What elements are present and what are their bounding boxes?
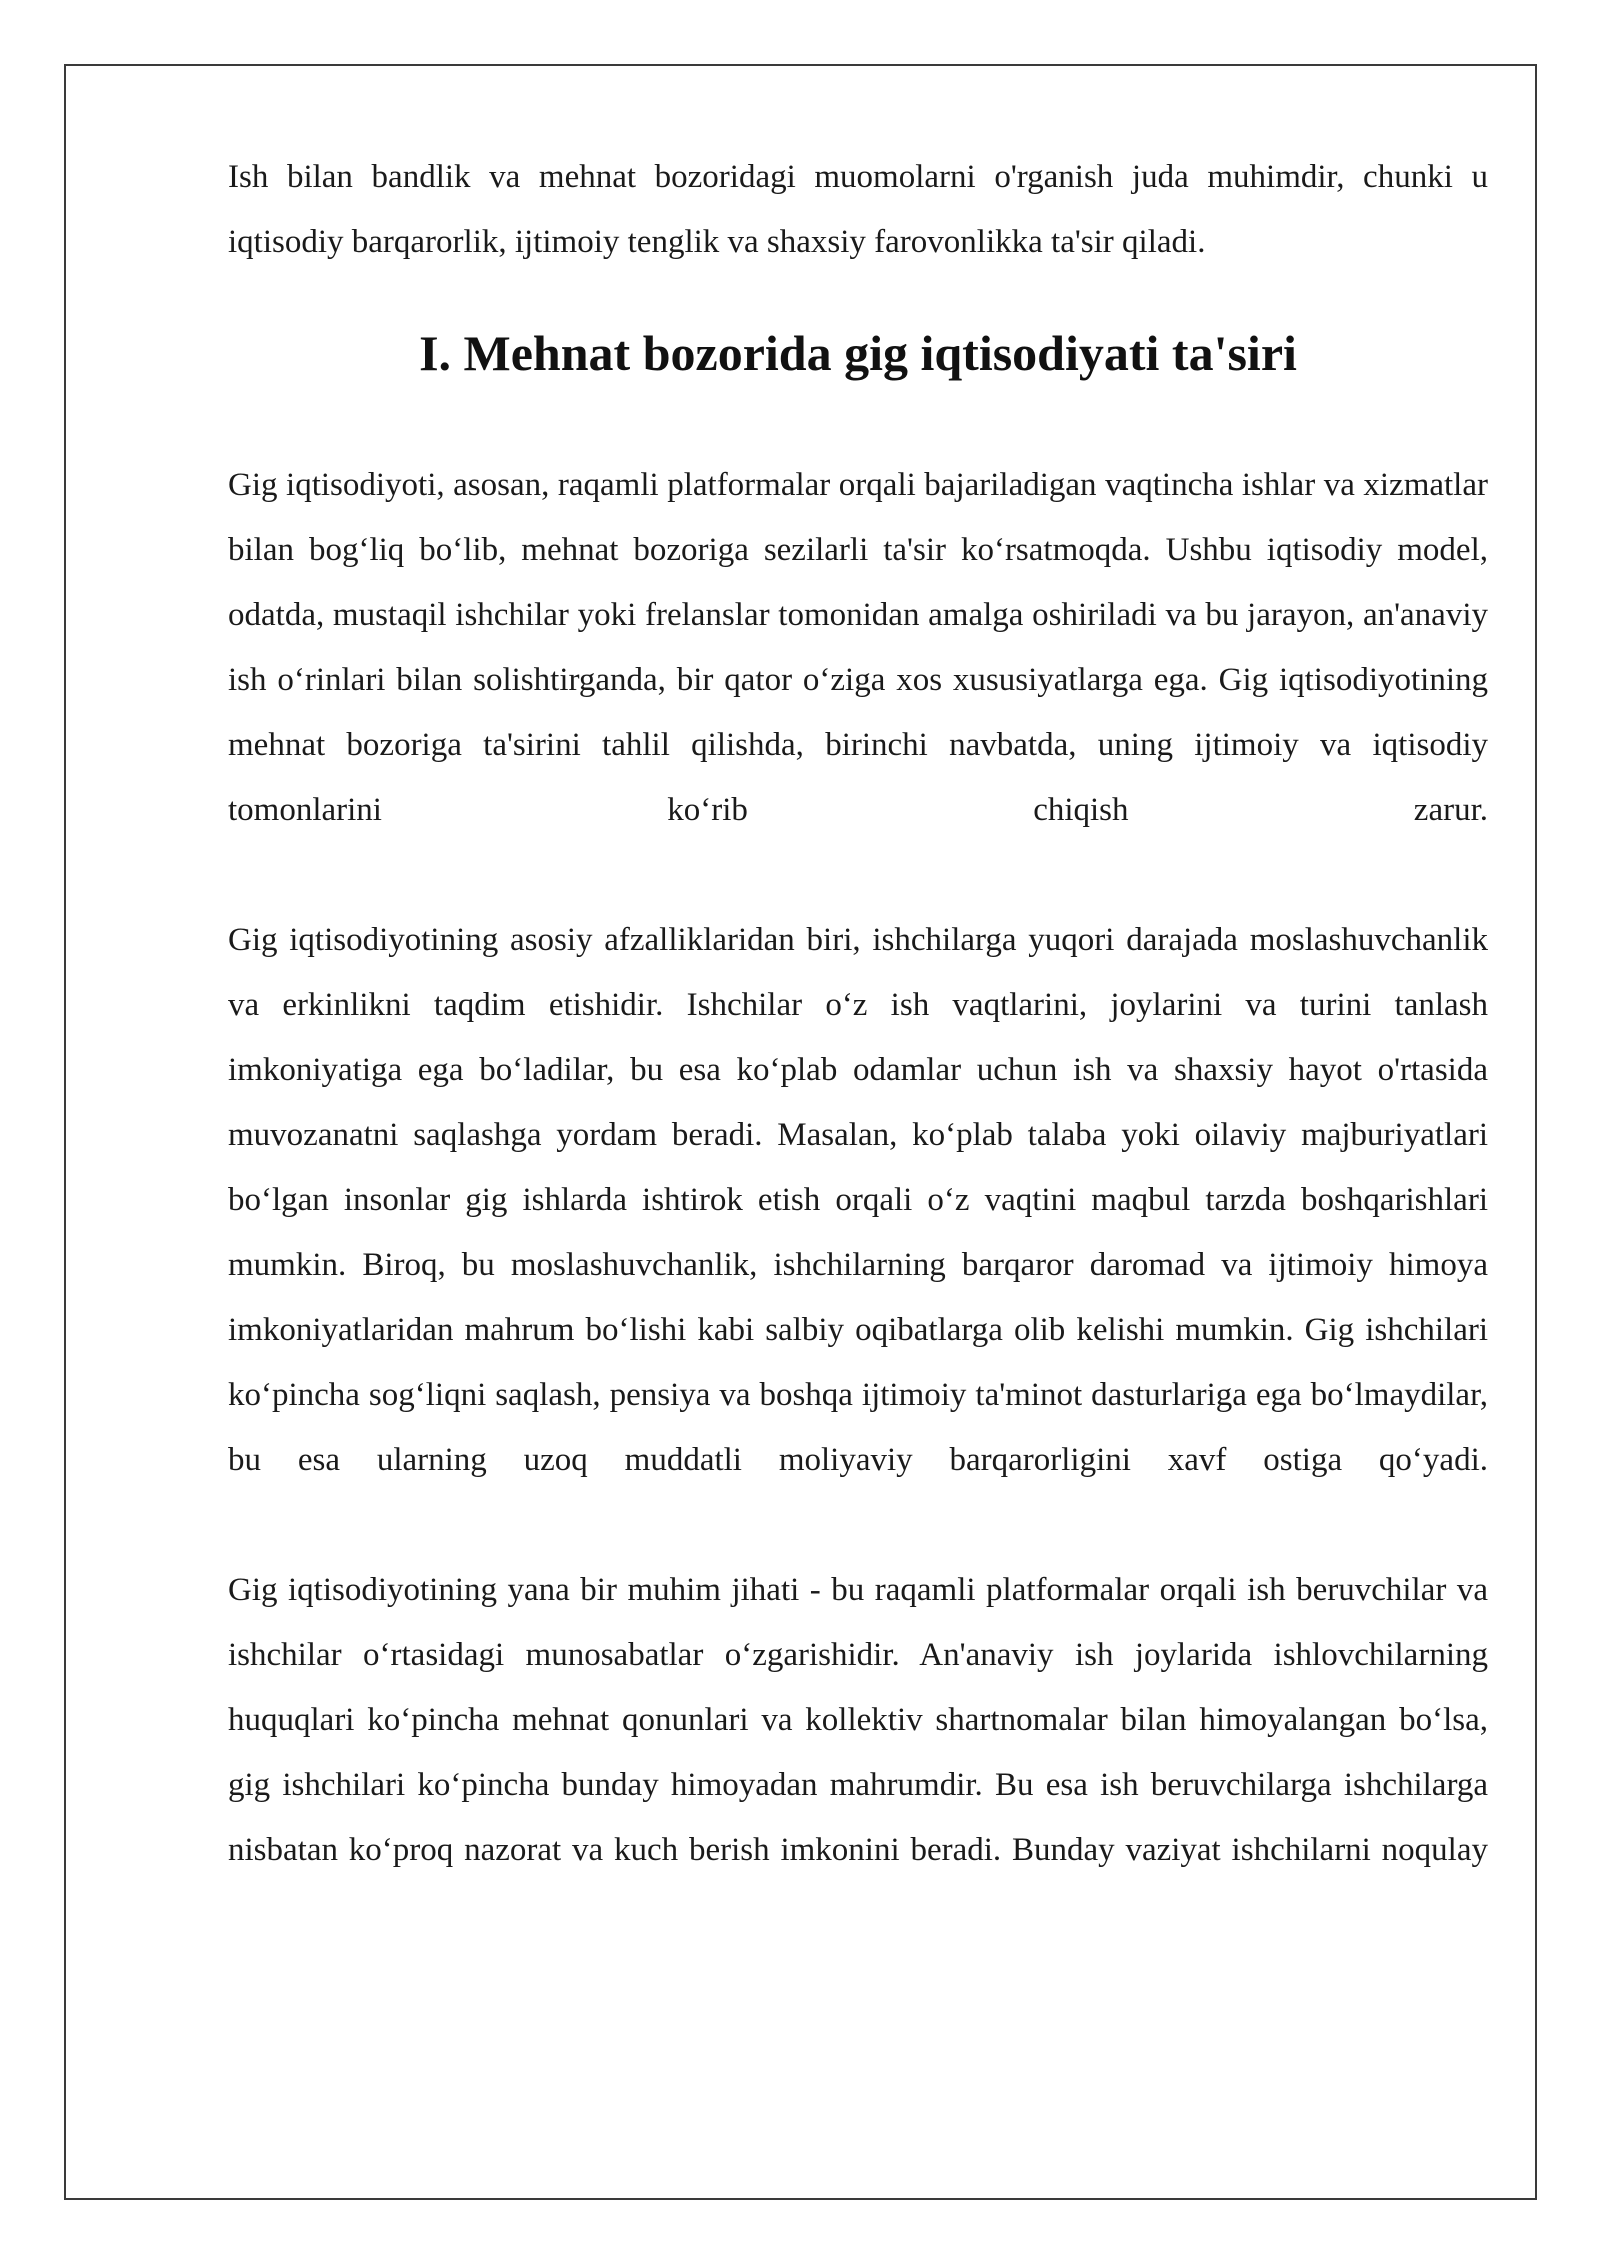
paragraph-3: Gig iqtisodiyotining yana bir muhim jihati - bu raqamli platformalar orqali ish beruvchilar va ishchilar o‘rtasidagi munosabatlar o‘zgarishidir. An'anaviy ish joylarida ishlovchilarning huquqlari ko‘pincha mehnat qonunlari va kollektiv shartnomalar bilan himoyalangan bo‘lsa, gig ishchilari ko‘pincha bunday himoyadan mahrumdir. Bu esa ish beruvchilarga ishchilarga nisbatan ko‘proq nazorat va kuch berish imkonini beradi. Bunday vaziyat ishchilarni noqulay [228, 1572, 1488, 1868]
paragraph-2: Gig iqtisodiyotining asosiy afzalliklaridan biri, ishchilarga yuqori darajada moslashuvchanlik va erkinlikni taqdim etishidir. Ishchilar o‘z ish vaqtlarini, joylarini va turini tanlash imkoniyatiga ega bo‘ladilar, bu esa ko‘plab odamlar uchun ish va shaxsiy hayot o'rtasida muvozanatni saqlashga yordam beradi. Masalan, ko‘plab talaba yoki oilaviy majburiyatlari bo‘lgan insonlar gig ishlarda ishtirok etish orqali o‘z vaqtini maqbul tarzda boshqarishlari mumkin. Biroq, bu moslashuvchanlik, ishchilarning barqaror daromad va ijtimoiy himoya imkoniyatlaridan mahrum bo‘lishi kabi salbiy oqibatlarga olib kelishi mumkin. Gig ishchilari ko‘pincha sog‘liqni saqlash, pensiya va boshqa ijtimoiy ta'minot dasturlariga ega bo‘lmaydilar, bu esa ularning uzoq muddatli moliyaviy barqarorligini xavf ostiga qo‘yadi. [228, 922, 1488, 1478]
document-body [228, 145, 1488, 1883]
paragraph-1: Gig iqtisodiyoti, asosan, raqamli platformalar orqali bajariladigan vaqtincha ishlar va xizmatlar bilan bog‘liq bo‘lib, mehnat bozoriga sezilarli ta'sir ko‘rsatmoqda. Ushbu iqtisodiy model, odatda, mustaqil ishchilar yoki frelanslar tomonidan amalga oshiriladi va bu jarayon, an'anaviy ish o‘rinlari bilan solishtirganda, bir qator o‘ziga xos xususiyatlarga ega. Gig iqtisodiyotining mehnat bozoriga ta'sirini tahlil qilishda, birinchi navbatda, uning ijtimoiy va iqtisodiy tomonlarini ko‘rib chiqish zarur. [228, 467, 1488, 828]
section-heading: I. Mehnat bozorida gig iqtisodiyati ta'siri [419, 325, 1297, 381]
intro-paragraph: Ish bilan bandlik va mehnat bozoridagi muomolarni o'rganish juda muhimdir, chunki u iqtisodiy barqarorlik, ijtimoiy tenglik va shaxsiy farovonlikka ta'sir qiladi. [228, 159, 1488, 260]
